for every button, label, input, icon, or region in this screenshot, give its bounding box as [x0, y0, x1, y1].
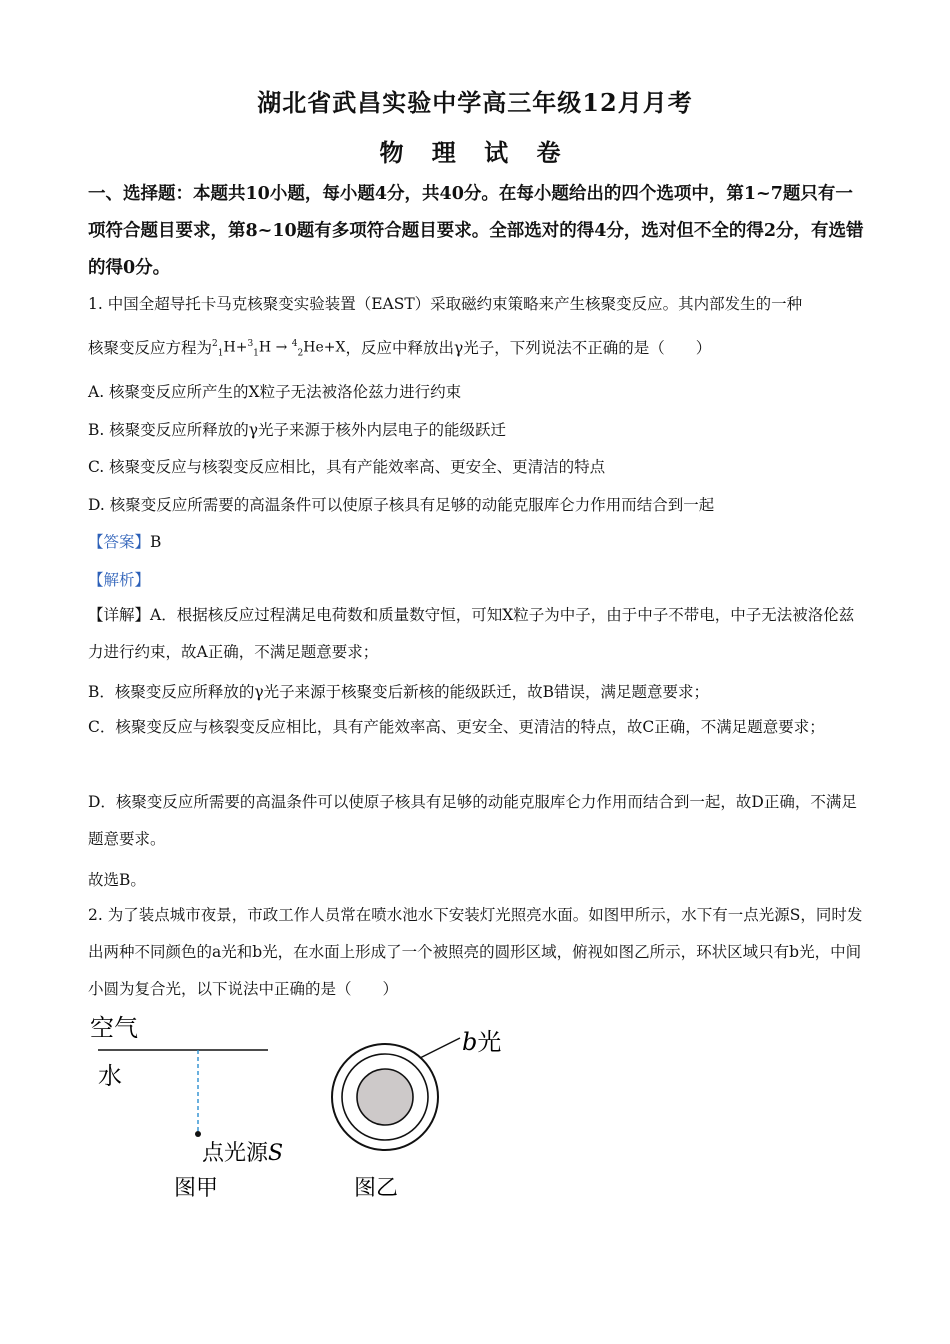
b-light-label: b光 — [462, 1028, 502, 1056]
point-source-label: 点光源S — [202, 1141, 284, 1166]
q1-detail-a: 【详解】A．根据核反应过程满足电荷数和质量数守恒，可知X粒子为中子，由于中子不带电，中子无法被洛伦兹力进行约束，故A正确，不满足题意要求； — [88, 606, 855, 661]
q1-option-c: C. 核聚变反应与核裂变反应相比，具有产能效率高、更安全、更清洁的特点 — [88, 458, 606, 476]
answer-value: B — [150, 533, 162, 551]
q2-stem: 2. 为了装点城市夜景，市政工作人员常在喷水池水下安装灯光照亮水面。如图甲所示，水下有一点光源S，同时发出两种不同颜色的a光和b光，在水面上形成了一个被照亮的圆形区域，俯视如图乙所示，环状区域只有b光，中间小圆为复合光，以下说法中正确的是（ ） — [88, 906, 863, 998]
q1-detail-c: C．核聚变反应与核裂变反应相比，具有产能效率高、更安全、更清洁的特点，故C正确，不满足题意要求； — [88, 718, 825, 736]
air-label: 空气 — [90, 1014, 138, 1042]
q1-detail-b: B．核聚变反应所释放的γ光子来源于核聚变后新核的能级跃迁，故B错误，满足题意要求； — [88, 683, 710, 701]
q1-option-a: A. 核聚变反应所产生的X粒子无法被洛伦兹力进行约束 — [88, 383, 462, 401]
q1-detail-d: D．核聚变反应所需要的高温条件可以使原子核具有足够的动能克服库仑力作用而结合到一起，故D正确，不满足题意要求。 — [88, 793, 857, 848]
page-subtitle: 物 理 试 卷 — [379, 138, 571, 167]
q2-figures — [88, 1010, 528, 1210]
b-light-pointer — [420, 1038, 460, 1058]
figure-a-caption: 图甲 — [174, 1176, 219, 1201]
q1-option-b: B. 核聚变反应所释放的γ光子来源于核外内层电子的能级跃迁 — [88, 421, 507, 439]
point-source-dot — [195, 1131, 201, 1137]
fusion-equation: $^2_1$H+$^3_1$H → $^4_2$He+X — [212, 339, 346, 359]
water-label: 水 — [98, 1062, 122, 1090]
q1-stem-pre: 核聚变反应方程为 — [88, 339, 213, 357]
q1-option-d: D. 核聚变反应所需要的高温条件可以使原子核具有足够的动能克服库仑力作用而结合到一起 — [88, 496, 715, 514]
q1-stem-line1: 1. 中国全超导托卡马克核聚变实验装置（EAST）采取磁约束策略来产生核聚变反应。其内部发生的一种 — [88, 295, 803, 313]
q1-stem-line2 — [88, 336, 868, 359]
page-title: 湖北省武昌实验中学高三年级12月月考 — [257, 88, 693, 117]
section-heading: 一、选择题：本题共10小题，每小题4分，共40分。在每小题给出的四个选项中，第1~7题只有一项符合题目要求，第8~10题有多项符合题目要求。全部选对的得4分，选对但不全的得2分，有选错的得0分。 — [88, 184, 864, 278]
q1-conclusion: 故选B。 — [88, 871, 146, 889]
answer-label: 【答案】 — [88, 533, 151, 551]
composite-light-disc — [357, 1069, 413, 1125]
q1-stem-post: ，反应中释放出γ光子，下列说法不正确的是（ ） — [345, 339, 712, 357]
analysis-label: 【解析】 — [88, 571, 151, 589]
detail-label: 【详解】 — [88, 606, 151, 624]
q1-answer — [88, 530, 868, 552]
figure-b-caption: 图乙 — [354, 1176, 399, 1201]
